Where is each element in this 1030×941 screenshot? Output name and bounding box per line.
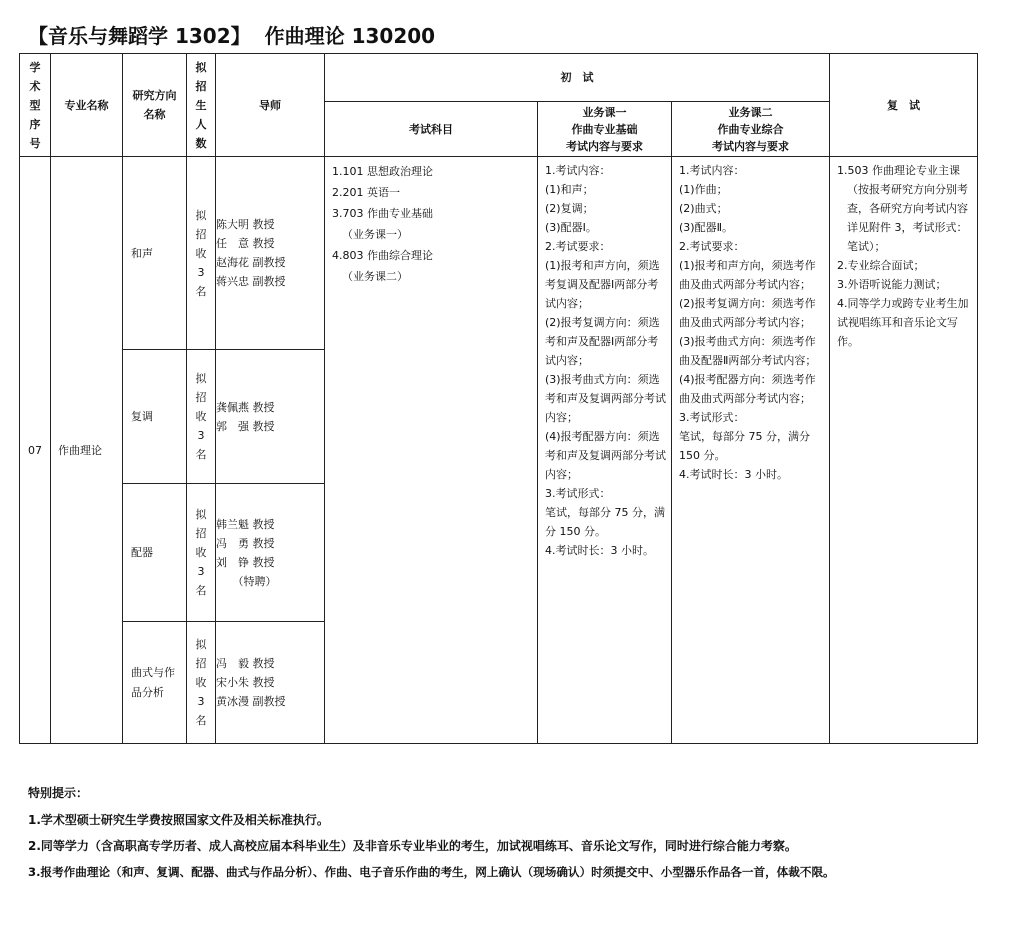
direction-quota: 拟 招 收 3 名: [187, 484, 216, 622]
direction-quota: 拟 招 收 3 名: [187, 622, 216, 744]
admission-table: [19, 53, 978, 744]
header-retest: 复 试: [830, 54, 978, 157]
direction-name: 和声: [123, 157, 187, 350]
direction-quota: 拟 招 收 3 名: [187, 350, 216, 484]
header-initial-exam: 初 试: [325, 54, 830, 102]
retest-cell: 1.503 作曲理论专业主课 （按报考研究方向分别考查，各研究方向考试内容详见附件 3，考试形式：笔试）； 2.专业综合面试； 3.外语听说能力测试； 4.同等学力或跨专业考生加试视唱练耳和音乐论文写作。: [830, 157, 978, 744]
note-item: 1.学术型硕士研究生学费按照国家文件及相关标准执行。: [28, 813, 329, 827]
header-course2: 业务课二 作曲专业综合 考试内容与要求: [672, 102, 830, 157]
course2-cell: 1.考试内容： (1)作曲； (2)曲式； (3)配器Ⅱ。 2.考试要求： (1)报考和声方向，须选考作曲及曲式两部分考试内容； (2)报考复调方向：须选考作曲及曲式两部分考试内容； (3)报考曲式方向：须选考作曲及配器Ⅱ两部分考试内容； (4)报考配器方向：须选考作曲及曲式两部分考试内容； 3.考试形式： 笔试，每部分 75 分，满分 150 分。 4.考试时长：3 小时。: [672, 157, 830, 744]
seq-cell: 07: [20, 157, 51, 744]
program-title: 作曲理论 130200: [264, 24, 436, 48]
header-seq: 学 术 型 序 号: [20, 54, 51, 157]
notes-title: 特别提示：: [28, 786, 89, 800]
direction-name: 曲式与作品分析: [123, 622, 187, 744]
header-major: 专业名称: [51, 54, 123, 157]
note-item: 2.同等学力（含高职高专学历者、成人高校应届本科毕业生）及非音乐专业毕业的考生，加试视唱练耳、音乐论文写作，同时进行综合能力考察。: [28, 839, 797, 853]
note-item: 3.报考作曲理论（和声、复调、配器、曲式与作品分析）、作曲、电子音乐作曲的考生，网上确认（现场确认）时须提交中、小型器乐作品各一首，体裁不限。: [28, 865, 835, 879]
dept-title: 【音乐与舞蹈学 1302】: [28, 24, 251, 48]
major-cell: 作曲理论: [51, 157, 123, 744]
course1-cell: 1.考试内容： (1)和声； (2)复调； (3)配器Ⅰ。 2.考试要求： (1)报考和声方向，须选考复调及配器Ⅰ两部分考试内容； (2)报考复调方向：须选考和声及配器Ⅰ两部分考试内容； (3)报考曲式方向：须选考和声及复调两部分考试内容； (4)报考配器方向：须选考和声及复调两部分考试内容； 3.考试形式： 笔试，每部分 75 分，满分 150 分。 4.考试时长：3 小时。: [538, 157, 672, 744]
header-advisor: 导师: [216, 54, 325, 157]
header-subjects: 考试科目: [325, 102, 538, 157]
header-quota: 拟 招 生 人 数: [187, 54, 216, 157]
subjects-cell: 1.101 思想政治理论 2.201 英语一 3.703 作曲专业基础 （业务课一） 4.803 作曲综合理论 （业务课二）: [325, 157, 538, 744]
advisor-list: 冯 毅 教授 宋小朱 教授 黄冰漫 副教授: [216, 622, 325, 744]
direction-name: 配器: [123, 484, 187, 622]
header-course1: 业务课一 作曲专业基础 考试内容与要求: [538, 102, 672, 157]
advisor-list: 龚佩燕 教授 郭 强 教授: [216, 350, 325, 484]
page-title: [28, 20, 449, 49]
notes-section: [28, 780, 835, 885]
header-direction: 研究方向 名称: [123, 54, 187, 157]
direction-name: 复调: [123, 350, 187, 484]
advisor-list: 韩兰魁 教授 冯 勇 教授 刘 铮 教授 （特聘）: [216, 484, 325, 622]
advisor-list: 陈大明 教授 任 意 教授 赵海花 副教授 蒋兴忠 副教授: [216, 157, 325, 350]
direction-quota: 拟 招 收 3 名: [187, 157, 216, 350]
